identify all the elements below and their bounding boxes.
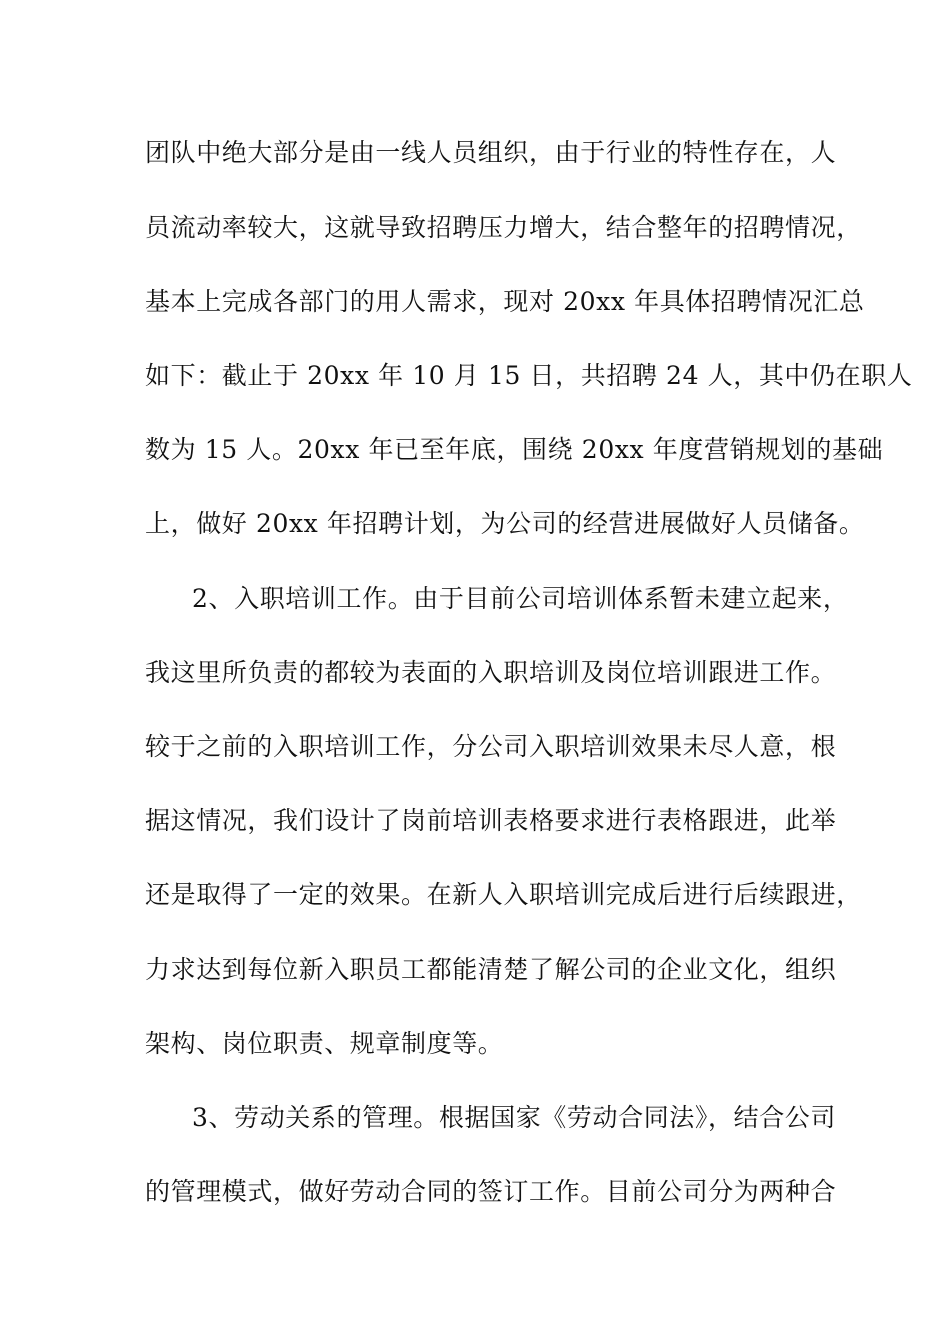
text-line: 数为 15 人。20xx 年已至年底，围绕 20xx 年度营销规划的基础 xyxy=(145,435,884,464)
text-line: 还是取得了一定的效果。在新人入职培训完成后进行后续跟进， xyxy=(145,880,862,909)
text-line: 团队中绝大部分是由一线人员组织，由于行业的特性存在，人 xyxy=(145,138,837,167)
text-line: 力求达到每位新入职员工都能清楚了解公司的企业文化，组织 xyxy=(145,955,837,984)
paragraph-2-first-line: 2、入职培训工作。由于目前公司培训体系暂未建立起来， xyxy=(192,584,849,613)
text-line: 上，做好 20xx 年招聘计划，为公司的经营进展做好人员储备。 xyxy=(145,509,865,538)
text-line: 架构、岗位职责、规章制度等。 xyxy=(145,1029,504,1058)
paragraph-3-first-line: 3、劳动关系的管理。根据国家《劳动合同法》，结合公司 xyxy=(192,1103,837,1132)
text-line: 员流动率较大，这就导致招聘压力增大，结合整年的招聘情况， xyxy=(145,213,862,242)
text-line: 如下：截止于 20xx 年 10 月 15 日，共招聘 24 人，其中仍在职人 xyxy=(145,361,913,390)
text-line: 基本上完成各部门的用人需求，现对 20xx 年具体招聘情况汇总 xyxy=(145,287,865,316)
text-line: 较于之前的入职培训工作，分公司入职培训效果未尽人意，根 xyxy=(145,732,837,761)
text-line: 的管理模式，做好劳动合同的签订工作。目前公司分为两种合 xyxy=(145,1177,837,1206)
text-line: 据这情况，我们设计了岗前培训表格要求进行表格跟进，此举 xyxy=(145,806,837,835)
text-line: 我这里所负责的都较为表面的入职培训及岗位培训跟进工作。 xyxy=(145,658,837,687)
